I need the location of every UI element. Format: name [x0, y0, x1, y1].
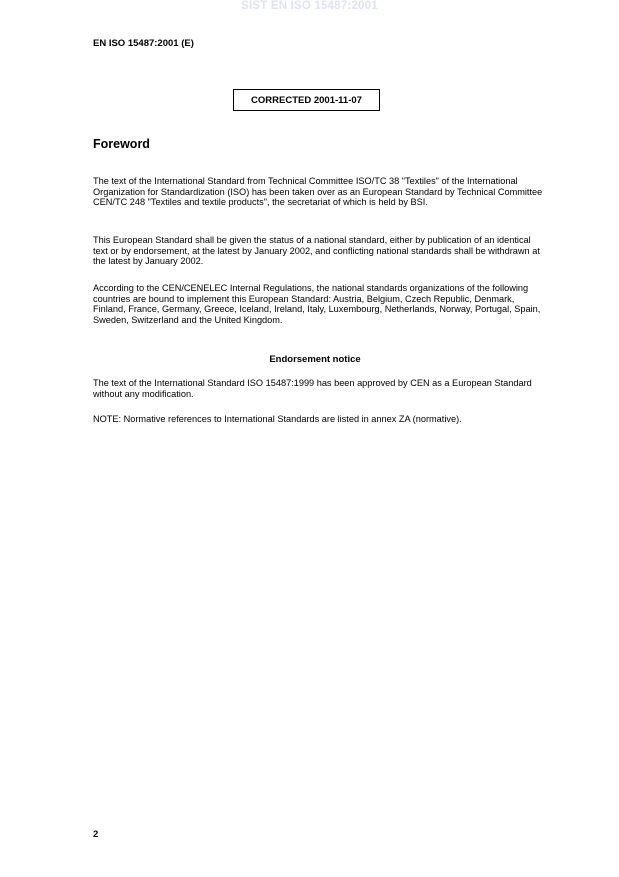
foreword-paragraph-1: The text of the International Standard from Technical Committee ISO/TC 38 "Textiles" of the International Organization for Standardization (ISO) has been taken over as an European Standard by Technical Committee CEN/TC 248 "Textiles and textile products", the secretariat of which is held by BSI.: [93, 176, 543, 208]
document-header: EN ISO 15487:2001 (E): [93, 38, 194, 49]
foreword-paragraph-2: This European Standard shall be given the status of a national standard, either by publication of an identical text or by endorsement, at the latest by January 2002, and conflicting national standards shall be withdrawn at the latest by January 2002.: [93, 235, 540, 267]
corrected-notice-box: [233, 89, 380, 111]
endorsement-heading: Endorsement notice: [269, 354, 361, 365]
normative-note: NOTE: Normative references to International Standards are listed in annex ZA (normative).: [93, 414, 462, 424]
corrected-notice-text: CORRECTED 2001-11-07: [251, 94, 362, 106]
foreword-heading: Foreword: [93, 137, 150, 151]
watermark: SIST EN ISO 15487:2001: [241, 0, 378, 12]
page-number: 2: [93, 829, 99, 840]
foreword-paragraph-3: According to the CEN/CENELEC Internal Regulations, the national standards organizations of the following countries are bound to implement this European Standard: Austria, Belgium, Czech Republic, Denmark, Finland, France, Germany, Greece, Iceland, Ireland, Italy, Luxembourg, Netherlands, Norway, Portugal, Spain, Sweden, Switzerland and the United Kingdom.: [93, 283, 541, 325]
endorsement-paragraph: The text of the International Standard ISO 15487:1999 has been approved by CEN as a European Standard without any modification.: [93, 378, 532, 399]
